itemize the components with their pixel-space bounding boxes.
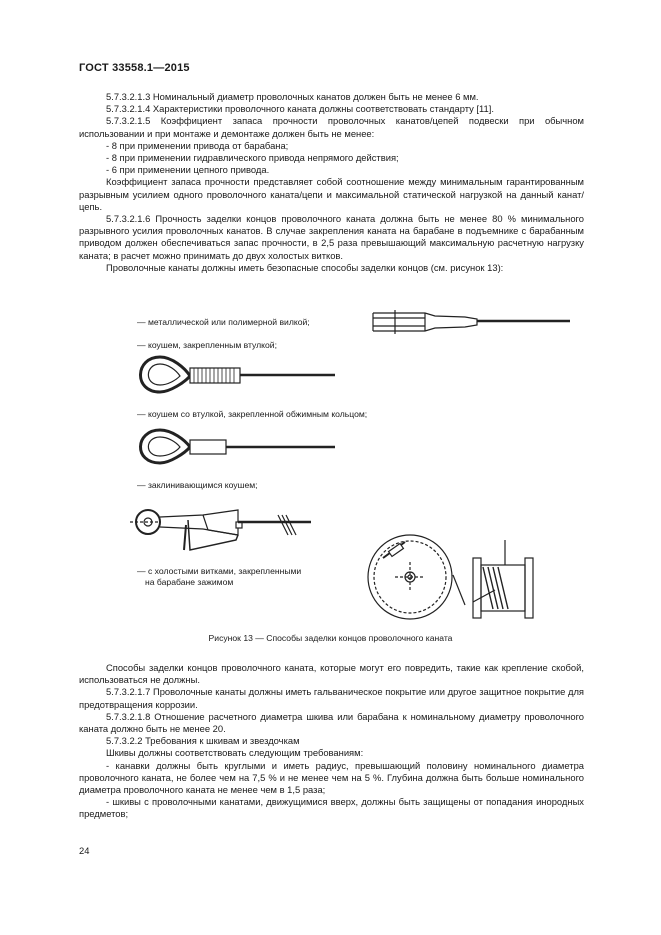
thimble-sleeve-drawing <box>130 352 340 398</box>
list-item: - 6 при применении цепного привода. <box>106 164 270 176</box>
figure-label-drum-clamp: на барабане зажимом <box>145 577 234 587</box>
figure-label-fork: — металлической или полимерной вилкой; <box>137 317 310 327</box>
wedge-socket-drawing <box>128 495 313 557</box>
fork-termination-drawing <box>365 305 575 337</box>
thimble-ferrule-drawing <box>130 425 340 469</box>
paragraph: 5.7.3.2.1.6 Прочность заделки концов проволочного каната должна быть не менее 80 % минимального разрывного усилия проволочных канатов. В случае закрепления каната на барабане в подъемнике с барабанным приводом должен обеспечиваться запас прочности, в 2,5 раза превышающий максимальную расчетную нагрузку каната; в расчет можно принимать до двух холостых витков. <box>79 213 584 261</box>
paragraph: - канавки должны быть круглыми и иметь радиус, превышающий половину номинального диаметра проволочного каната, не более чем на 7,5 % и не менее чем на 5 %. Глубина должна быть больше номинального диаметра проволочного каната не менее чем в 1,5 раза; <box>79 759 584 796</box>
figure-label-thimble-sleeve: — коушем, закрепленным втулкой; <box>137 340 277 350</box>
figure-label-drum-turns: — с холостыми витками, закрепленными <box>137 566 302 576</box>
body-text-top <box>79 91 584 274</box>
paragraph: Коэффициент запаса прочности представляет собой соотношение между минимальным гарантированным разрывным усилием одного проволочного каната/цепи и максимальной статической нагрузкой на данный канат/цепь. <box>79 176 584 212</box>
paragraph: Способы заделки концов проволочного каната, которые могут его повредить, такие как крепление скобой, использоваться не должны. <box>79 662 584 686</box>
paragraph: - шкивы с проволочными канатами, движущимися вверх, должны быть защищены от попадания инородных предметов; <box>79 796 584 820</box>
paragraph: 5.7.3.2.2 Требования к шкивам и звездочкам <box>106 735 300 747</box>
page-number: 24 <box>79 845 90 856</box>
paragraph: 5.7.3.2.1.5 Коэффициент запаса прочности проволочных канатов/цепей подвески при обычном использовании и при монтаже и демонтаже должен быть не менее: <box>79 115 584 139</box>
document-header: ГОСТ 33558.1—2015 <box>79 62 190 74</box>
list-item: - 8 при применении гидравлического привода непрямого действия; <box>106 152 399 164</box>
paragraph: 5.7.3.2.1.7 Проволочные канаты должны иметь гальваническое покрытие или другое защитное покрытие для предотвращения коррозии. <box>79 686 584 710</box>
paragraph: 5.7.3.2.1.3 Номинальный диаметр проволочных канатов должен быть не менее 6 мм. <box>106 91 479 102</box>
drum-clamp-drawing <box>365 520 565 630</box>
list-item: - 8 при применении привода от барабана; <box>106 139 289 151</box>
paragraph: Шкивы должны соответствовать следующим требованиям: <box>106 747 364 759</box>
paragraph: 5.7.3.2.1.4 Характеристики проволочного каната должны соответствовать стандарту [11]. <box>106 103 494 115</box>
body-text-bottom <box>79 662 584 821</box>
figure-label-wedge-thimble: — заклинивающимся коушем; <box>137 480 258 490</box>
figure-caption: Рисунок 13 — Способы заделки концов проволочного каната <box>208 633 453 643</box>
paragraph: 5.7.3.2.1.8 Отношение расчетного диаметра шкива или барабана к номинальному диаметру проволочного каната должно быть не менее 20. <box>79 710 584 735</box>
figure-label-thimble-ring: — коушем со втулкой, закрепленной обжимным кольцом; <box>137 409 368 419</box>
paragraph: Проволочные канаты должны иметь безопасные способы заделки концов (см. рисунок 13): <box>106 261 504 273</box>
